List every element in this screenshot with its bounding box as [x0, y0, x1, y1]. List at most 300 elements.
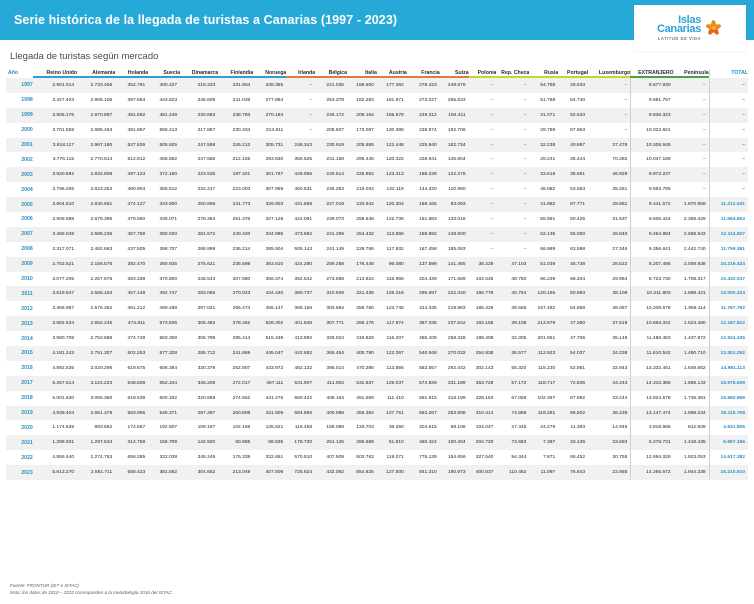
table-row: [6, 361, 748, 376]
cell-suiza: 122.276: [447, 172, 466, 178]
cell-austria: 113.856: [386, 365, 404, 371]
cell-finlandia: 241.669: [232, 350, 251, 356]
cell-francia: 278.423: [419, 82, 437, 88]
cell-holanda: 648.508: [127, 380, 146, 386]
cell-irlanda: 352.542: [294, 276, 313, 282]
cell-b-lgica: 411.002: [326, 380, 345, 386]
row-total: 11.799.381: [709, 242, 748, 257]
cell-holanda: 658.423: [127, 470, 146, 476]
cell-holanda: 527.636: [127, 142, 146, 148]
cell-finlandia: 265.474: [232, 306, 251, 312]
cell-austria: 122.448: [386, 142, 404, 148]
flower-icon: [704, 18, 723, 37]
cell-alemania: 2.770.814: [90, 157, 113, 163]
cell-holanda: 383.339: [127, 276, 146, 282]
row-year: 2023: [21, 469, 33, 476]
cell-pen-nsula: 1.708.317: [683, 276, 706, 282]
cell-dinamarca: 247.598: [197, 142, 216, 148]
column-header-reino-unido: Reino Unido: [46, 70, 78, 76]
row-year: 2000: [21, 127, 33, 134]
cell-polonia: –: [490, 97, 494, 103]
cell-holanda: 474.127: [127, 202, 146, 208]
cell-alemania: 2.551.711: [90, 470, 113, 476]
row-total: –: [709, 152, 748, 167]
cell-italia: 491.569: [356, 395, 374, 401]
cell-austria: 111.410: [386, 395, 404, 401]
table-row: [6, 242, 748, 257]
cell-dinamarca: 345.249: [197, 455, 216, 461]
cell-italia: 228.766: [356, 246, 374, 252]
cell-rusia: 33.618: [540, 172, 556, 178]
cell-pen-nsula: 1.665.143: [683, 380, 706, 386]
cell-dinamarca: 217.887: [197, 127, 216, 133]
cell-portugal: 72.835: [570, 380, 586, 386]
cell-alemania: 2.751.307: [90, 350, 113, 356]
row-year: 2021: [21, 439, 33, 446]
cell-suiza: 222.340: [447, 291, 466, 297]
cell-dinamarca: 142.920: [197, 440, 216, 446]
table-row: [6, 435, 748, 450]
row-total: 15.975.509: [709, 376, 748, 391]
column-header-austria: Austria: [388, 70, 407, 76]
cell-suiza: 182.734: [447, 142, 466, 148]
cell-alemania: 2.733.456: [90, 82, 113, 88]
cell-italia: 654.625: [356, 470, 374, 476]
cell-luxemburgo: –: [624, 82, 628, 88]
cell-francia: 144.320: [419, 187, 437, 193]
cell-francia: 238.574: [419, 127, 437, 133]
cell-suiza: 318.199: [447, 395, 466, 401]
cell-portugal: 36.581: [570, 172, 586, 178]
cell-francia: 273.027: [419, 97, 437, 103]
table-row: [6, 465, 748, 480]
cell-italia: 133.703: [356, 425, 374, 431]
cell-suecia: 492.747: [159, 291, 178, 297]
column-header-alemania: Alemania: [92, 70, 116, 76]
footer-notes: [10, 582, 173, 596]
cell-noruega: 307.959: [265, 187, 284, 193]
cell-pen-nsula: 1.524.480: [683, 321, 706, 327]
cell-alemania: 3.020.296: [90, 365, 113, 371]
cell-suecia: 370.800: [159, 276, 178, 282]
table-row: [6, 212, 748, 227]
cell-suecia: 481.448: [159, 112, 178, 118]
cell-irlanda: –: [309, 82, 313, 88]
cell-holanda: 461.212: [127, 306, 146, 312]
cell-austria: 113.866: [386, 231, 404, 237]
cell-suecia: 443.823: [159, 97, 178, 103]
cell-luxemburgo: 28.522: [612, 261, 628, 267]
cell-noruega: 326.903: [265, 202, 284, 208]
cell-suiza: 83.093: [450, 202, 466, 208]
cell-italia: 295.445: [356, 157, 374, 163]
cell-polonia: –: [490, 82, 494, 88]
cell-suecia: 577.328: [159, 350, 178, 356]
row-year: 2012: [21, 305, 33, 312]
cell-extranjero: 9.441.572: [630, 197, 673, 212]
cell-b-lgica: 303.684: [326, 306, 345, 312]
column-header-polonia: Polonia: [477, 70, 497, 76]
cell-reino-unido: 5.001.630: [52, 395, 75, 401]
cell-austria: 127.751: [386, 410, 404, 416]
column-header-a-o: Año: [8, 70, 19, 76]
cell-polonia: 353.728: [475, 380, 494, 386]
cell-portugal: 60.425: [570, 216, 586, 222]
cell-dinamarca: 278.354: [197, 216, 216, 222]
table-container: [0, 70, 754, 480]
cell-extranjero: 13.824.578: [630, 391, 673, 406]
cell-suiza: 219.983: [447, 306, 466, 312]
cell-italia: 225.952: [356, 172, 374, 178]
table-row: [6, 272, 748, 287]
column-header-finlandia: Finlandia: [230, 70, 254, 76]
cell-dinamarca: 275.621: [197, 261, 216, 267]
cell-finlandia: 236.214: [232, 246, 251, 252]
cell-polonia: 310.414: [475, 410, 494, 416]
cell-portugal: 52.881: [570, 365, 586, 371]
cell-luxemburgo: 36.238: [612, 410, 628, 416]
cell-suiza: 133.016: [447, 216, 466, 222]
cell-dinamarca: 219.333: [197, 82, 216, 88]
cell-pen-nsula: –: [702, 127, 706, 133]
logo-line-2: Canarias: [656, 23, 702, 36]
cell-luxemburgo: 33.244: [612, 395, 628, 401]
cell-irlanda: 422.081: [294, 216, 313, 222]
cell-rep-checa: –: [523, 216, 527, 222]
cell-italia: 233.942: [356, 202, 374, 208]
cell-noruega: 270.184: [265, 112, 284, 118]
row-year: 2011: [21, 290, 33, 297]
cell-italia: 205.655: [356, 142, 374, 148]
table-row: [6, 420, 748, 435]
cell-alemania: 2.967.180: [90, 142, 113, 148]
row-year: 1998: [21, 97, 33, 104]
cell-reino-unido: 3.604.510: [52, 202, 75, 208]
cell-pen-nsula: 1.437.972: [683, 336, 706, 342]
cell-rep-checa: 94.344: [511, 455, 527, 461]
cell-luxemburgo: 35.261: [612, 187, 628, 193]
row-total: –: [709, 182, 748, 197]
row-total: –: [709, 78, 748, 93]
cell-rusia: 201.951: [537, 336, 556, 342]
cell-italia: 455.384: [356, 410, 374, 416]
cell-finlandia: 213.049: [232, 470, 251, 476]
cell-holanda: 619.539: [127, 395, 146, 401]
cell-extranjero: 11.810.542: [630, 346, 673, 361]
cell-extranjero: 10.208.678: [630, 301, 673, 316]
column-header-suiza: Suiza: [455, 70, 469, 76]
cell-b-lgica: 240.514: [326, 172, 345, 178]
cell-portugal: 67.992: [570, 395, 586, 401]
row-total: 12.924.435: [709, 331, 748, 346]
cell-austria: 36.250: [388, 425, 404, 431]
cell-holanda: 314.758: [127, 440, 146, 446]
cell-portugal: 60.693: [570, 291, 586, 297]
cell-suiza: 141.465: [447, 261, 466, 267]
cell-rusia: 54.758: [540, 82, 556, 88]
cell-polonia: 204.720: [475, 440, 494, 446]
cell-extranjero: 5.278.731: [630, 435, 673, 450]
cell-irlanda: 584.856: [294, 410, 313, 416]
cell-dinamarca: 288.999: [197, 246, 216, 252]
cell-noruega: 431.909: [265, 410, 284, 416]
cell-pen-nsula: 2.358.429: [683, 216, 706, 222]
cell-polonia: 199.408: [475, 336, 494, 342]
cell-portugal: 45.738: [570, 261, 586, 267]
cell-rusia: 62.135: [540, 231, 556, 237]
cell-suecia: 156.709: [159, 440, 178, 446]
cell-irlanda: 473.962: [294, 231, 313, 237]
cell-austria: 165.578: [386, 112, 404, 118]
cell-noruega: 467.111: [266, 380, 284, 386]
cell-holanda: 491.867: [127, 127, 146, 133]
cell-francia: 188.239: [419, 172, 437, 178]
column-header-suecia: Suecia: [163, 70, 181, 76]
cell-holanda: 479.560: [127, 216, 146, 222]
cell-reino-unido: 3.427.403: [52, 97, 75, 103]
cell-austria: 129.037: [386, 380, 404, 386]
cell-irlanda: 482.132: [294, 365, 313, 371]
cell-italia: 259.760: [356, 306, 374, 312]
cell-dinamarca: 320.659: [197, 395, 216, 401]
cell-finlandia: 212.155: [232, 157, 251, 163]
cell-pen-nsula: 1.968.234: [683, 410, 706, 416]
cell-rusia: 41.882: [540, 202, 556, 208]
cell-italia: 470.386: [356, 365, 374, 371]
cell-suecia: 355.512: [159, 187, 178, 193]
cell-extranjero: 9.454.984: [630, 227, 673, 242]
cell-extranjero: 8.723.730: [630, 272, 673, 287]
table-row: [6, 182, 748, 197]
cell-rusia: 7.387: [542, 440, 556, 446]
cell-b-lgica: 307.771: [326, 321, 345, 327]
cell-extranjero: 9.356.641: [630, 242, 673, 257]
cell-rusia: 46.082: [540, 187, 556, 193]
cell-alemania: 2.166.575: [90, 261, 113, 267]
cell-reino-unido: 4.939.404: [52, 410, 75, 416]
cell-francia: 574.839: [419, 380, 437, 386]
row-year: 1997: [21, 82, 33, 89]
cell-noruega: 434.440: [265, 291, 284, 297]
cell-portugal: 40.897: [570, 142, 586, 148]
cell-finlandia: 235.598: [232, 261, 251, 267]
cell-italia: 532.837: [356, 380, 374, 386]
cell-suiza: 192.706: [447, 127, 466, 133]
cell-b-lgica: 156.089: [326, 425, 345, 431]
cell-suecia: 343.900: [159, 202, 178, 208]
row-year: 2005: [21, 201, 33, 208]
tourist-arrivals-table: [6, 70, 748, 480]
cell-irlanda: 460.531: [294, 187, 313, 193]
cell-extranjero: 13.147.474: [630, 406, 673, 421]
cell-dinamarca: 223.535: [197, 172, 216, 178]
cell-rep-checa: –: [523, 97, 527, 103]
cell-austria: 120.304: [386, 202, 404, 208]
cell-finlandia: 223.003: [232, 187, 251, 193]
cell-alemania: 3.065.360: [90, 395, 113, 401]
cell-suecia: 573.836: [159, 321, 178, 327]
cell-reino-unido: 3.582.534: [52, 321, 75, 327]
cell-austria: 96.080: [388, 261, 404, 267]
cell-b-lgica: 409.164: [326, 395, 345, 401]
cell-italia: 400.780: [356, 350, 374, 356]
cell-italia: 254.432: [356, 231, 374, 237]
cell-italia: 213.824: [356, 276, 374, 282]
cell-irlanda: 424.280: [294, 261, 313, 267]
cell-rusia: 119.281: [537, 410, 556, 416]
table-row: [6, 316, 748, 331]
cell-pen-nsula: 2.659.943: [683, 231, 706, 237]
cell-francia: 228.941: [419, 157, 437, 163]
row-total: 6.697.166: [709, 435, 748, 450]
cell-suiza: 194.411: [448, 112, 466, 118]
cell-rusia: 32.238: [540, 142, 556, 148]
cell-suecia: 456.582: [159, 157, 178, 163]
table-row: [6, 138, 748, 153]
cell-irlanda: 431.658: [294, 202, 313, 208]
footer-note: Nota: los datos de 2010 – 2022 corresponden a la metodología 2016 del ISTAC.: [10, 589, 174, 595]
cell-rusia: 115.230: [537, 365, 556, 371]
table-row: [6, 78, 748, 93]
cell-rusia: 24.279: [540, 425, 556, 431]
cell-reino-unido: 3.818.117: [52, 142, 75, 148]
cell-dinamarca: 281.572: [197, 231, 216, 237]
cell-noruega: 327.128: [265, 216, 284, 222]
cell-finlandia: 187.321: [232, 172, 251, 178]
cell-francia: 775.139: [419, 455, 437, 461]
cell-suiza: 263.508: [447, 410, 466, 416]
cell-irlanda: 505.143: [294, 246, 313, 252]
cell-portugal: 54.740: [570, 97, 586, 103]
cell-francia: 249.312: [419, 112, 437, 118]
row-year: 2014: [21, 335, 33, 342]
cell-b-lgica: 400.098: [326, 410, 345, 416]
cell-polonia: –: [490, 112, 494, 118]
cell-luxemburgo: 14.945: [612, 425, 628, 431]
cell-suiza: 265.833: [447, 97, 466, 103]
cell-polonia: 302.143: [475, 365, 494, 371]
column-header-rep-checa: Rep. Checa: [501, 70, 530, 76]
cell-pen-nsula: –: [702, 112, 706, 118]
cell-reino-unido: 3.469.049: [52, 231, 75, 237]
cell-extranjero: 9.836.323: [630, 108, 673, 123]
cell-luxemburgo: 34.243: [612, 380, 628, 386]
cell-finlandia: 60.985: [235, 440, 251, 446]
row-total: 16.210.910: [709, 465, 748, 480]
cell-extranjero: 3.818.966: [630, 420, 673, 435]
section-subtitle: Llegada de turistas según mercado: [10, 51, 159, 62]
cell-noruega: 385.904: [265, 246, 284, 252]
cell-rusia: 66.989: [540, 246, 556, 252]
cell-dinamarca: 232.217: [197, 187, 216, 193]
cell-noruega: 363.810: [265, 261, 284, 267]
row-year: 2009: [21, 261, 33, 268]
cell-extranjero: 8.677.930: [630, 78, 673, 93]
cell-finlandia: 251.376: [232, 216, 251, 222]
row-year: 2020: [21, 424, 33, 431]
cell-finlandia: 272.017: [232, 380, 251, 386]
cell-suiza: 258.328: [447, 336, 466, 342]
cell-austria: 126.216: [386, 291, 404, 297]
cell-alemania: 2.586.236: [90, 231, 113, 237]
row-total: –: [709, 123, 748, 138]
table-row: [6, 123, 748, 138]
cell-austria: 119.071: [386, 455, 404, 461]
cell-irlanda: 368.158: [294, 306, 313, 312]
cell-suecia: 381.552: [159, 470, 178, 476]
cell-portugal: 76.643: [570, 470, 586, 476]
cell-noruega: 135.821: [265, 425, 284, 431]
cell-polonia: 38.229: [478, 261, 494, 267]
cell-italia: 173.087: [356, 127, 374, 133]
cell-rep-checa: –: [523, 231, 527, 237]
cell-francia: 583.267: [419, 410, 437, 416]
cell-polonia: 400.837: [475, 470, 494, 476]
cell-francia: 161.883: [419, 216, 437, 222]
cell-dinamarca: 109.197: [197, 425, 216, 431]
cell-reino-unido: 3.920.582: [52, 172, 75, 178]
table-row: [6, 406, 748, 421]
cell-rep-checa: –: [523, 142, 527, 148]
cell-rep-checa: –: [523, 112, 527, 118]
cell-italia: 286.688: [356, 440, 374, 446]
cell-portugal: 28.633: [570, 82, 586, 88]
cell-irlanda: –: [309, 127, 313, 133]
cell-reino-unido: 3.077.205: [52, 276, 75, 282]
cell-alemania: 2.970.897: [90, 112, 113, 118]
cell-polonia: 183.155: [475, 321, 494, 327]
cell-suiza: 68.106: [450, 425, 466, 431]
cell-pen-nsula: 2.008.938: [683, 261, 706, 267]
cell-rep-checa: 73.683: [511, 440, 527, 446]
cell-suecia: 322.038: [159, 455, 178, 461]
cell-italia: 266.176: [356, 321, 374, 327]
footer-source: Fuente: FRONTUR (IET e ISTAC): [10, 582, 80, 588]
row-total: –: [709, 93, 748, 108]
table-body: [6, 78, 748, 480]
table-head: [6, 70, 748, 78]
cell-rep-checa: 47.103: [511, 261, 527, 267]
cell-austria: 117.932: [386, 246, 404, 252]
cell-irlanda: 118.458: [294, 425, 313, 431]
table-row: [6, 167, 748, 182]
cell-alemania: 2.623.253: [90, 187, 113, 193]
cell-luxemburgo: –: [624, 127, 628, 133]
cell-rep-checa: 36.577: [511, 350, 527, 356]
cell-pen-nsula: 1.923.053: [683, 455, 706, 461]
cell-noruega: 528.302: [265, 321, 284, 327]
table-row: [6, 391, 748, 406]
cell-alemania: 2.885.463: [90, 127, 113, 133]
cell-portugal: 67.771: [570, 202, 586, 208]
cell-luxemburgo: 32.843: [612, 365, 628, 371]
cell-alemania: 1.297.534: [90, 440, 113, 446]
cell-polonia: –: [490, 216, 494, 222]
cell-suecia: 559.413: [159, 127, 178, 133]
cell-b-lgica: 231.168: [326, 157, 345, 163]
cell-austria: 181.971: [386, 97, 404, 103]
table-row: [6, 331, 748, 346]
cell-francia: 168.165: [419, 202, 437, 208]
cell-luxemburgo: –: [624, 112, 628, 118]
cell-luxemburgo: 29.964: [612, 276, 628, 282]
cell-polonia: 102.645: [475, 276, 494, 282]
cell-holanda: 656.285: [127, 455, 146, 461]
row-total: 15.560.969: [709, 391, 748, 406]
cell-francia: 295.687: [419, 291, 437, 297]
cell-luxemburgo: 22.885: [612, 470, 628, 476]
cell-noruega: 277.884: [265, 97, 284, 103]
